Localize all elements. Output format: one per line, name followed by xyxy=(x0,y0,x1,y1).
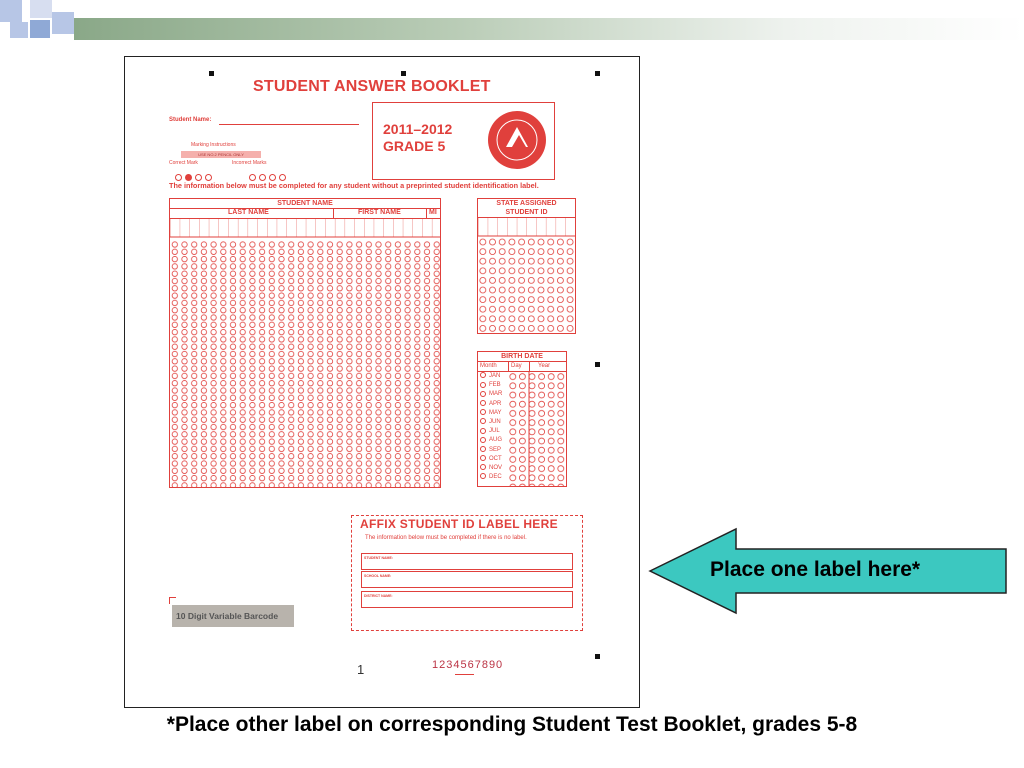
header-square xyxy=(30,20,50,38)
slide-caption: *Place other label on corresponding Student Test Booklet, grades 5-8 xyxy=(166,713,858,736)
registration-mark xyxy=(401,71,406,76)
last-name-header: LAST NAME xyxy=(228,209,269,216)
registration-mark xyxy=(595,654,600,659)
month-item xyxy=(480,409,502,418)
registration-mark xyxy=(595,362,600,367)
student-id-subtitle: STUDENT ID xyxy=(478,208,575,218)
month-bubble xyxy=(480,391,486,397)
incorrect-marks-label: Incorrect Marks xyxy=(232,160,267,166)
header-square xyxy=(30,0,52,18)
barcode-corner-mark xyxy=(169,597,176,604)
month-bubble xyxy=(480,464,486,470)
month-bubble xyxy=(480,446,486,452)
header-square xyxy=(52,12,74,34)
month-header: Month xyxy=(480,363,497,369)
month-list xyxy=(480,372,502,482)
serial-number: 1234567890 xyxy=(432,659,504,671)
header-gradient-bar xyxy=(74,18,1024,40)
month-bubble xyxy=(480,400,486,406)
month-label: SEP xyxy=(489,446,502,453)
month-item xyxy=(480,464,502,473)
day-year-bubbles xyxy=(508,372,566,486)
month-item xyxy=(480,427,502,436)
info-instruction: The information below must be completed for any student without a preprinted student identification label. xyxy=(169,181,539,190)
booklet-title: STUDENT ANSWER BOOKLET xyxy=(253,78,491,95)
student-name-grid xyxy=(169,198,441,488)
month-label: FEB xyxy=(489,382,501,389)
day-header: Day xyxy=(511,363,522,369)
month-item xyxy=(480,400,502,409)
year-label: 2011–2012 xyxy=(383,121,453,137)
month-item xyxy=(480,390,502,399)
month-bubble xyxy=(480,437,486,443)
month-bubble xyxy=(480,428,486,434)
month-item xyxy=(480,446,502,455)
month-label: NOV xyxy=(489,464,503,471)
student-name-bubble-grid xyxy=(170,219,440,488)
month-item xyxy=(480,381,502,390)
month-bubble xyxy=(480,473,486,479)
student-name-line xyxy=(219,124,359,125)
marking-instructions: Marking Instructions xyxy=(191,142,236,148)
month-label: OCT xyxy=(489,455,502,462)
grade-label: GRADE 5 xyxy=(383,138,446,154)
month-label: DEC xyxy=(489,474,502,481)
barcode-label: 10 Digit Variable Barcode xyxy=(172,605,294,627)
first-name-header: FIRST NAME xyxy=(358,209,401,216)
answer-booklet-image xyxy=(124,56,640,708)
month-label: JUL xyxy=(489,428,500,435)
mi-header: MI xyxy=(429,209,437,216)
birth-date-title: BIRTH DATE xyxy=(478,352,566,362)
affix-title: AFFIX STUDENT ID LABEL HERE xyxy=(360,517,558,531)
registration-mark xyxy=(209,71,214,76)
month-bubble xyxy=(480,418,486,424)
district-name-field: DISTRICT NAME: xyxy=(361,591,573,608)
month-item xyxy=(480,372,502,381)
month-item xyxy=(480,455,502,464)
month-label: MAR xyxy=(489,391,503,398)
student-name-label: Student Name: xyxy=(169,117,212,123)
month-item xyxy=(480,473,502,482)
page-number: 1 xyxy=(357,662,365,677)
student-id-title: STATE ASSIGNED xyxy=(496,200,557,207)
month-label: MAY xyxy=(489,409,502,416)
registration-mark xyxy=(595,71,600,76)
month-bubble xyxy=(480,455,486,461)
month-label: JAN xyxy=(489,373,501,379)
month-label: APR xyxy=(489,400,502,407)
header-square xyxy=(0,0,22,22)
month-bubble xyxy=(480,372,486,378)
month-bubble xyxy=(480,409,486,415)
student-id-grid xyxy=(477,198,576,334)
student-name-grid-title: STUDENT NAME xyxy=(170,199,440,209)
marking-bar: USE NO.2 PENCIL ONLY xyxy=(181,151,261,158)
slide-header-decoration xyxy=(0,0,1024,40)
correct-mark-label: Correct Mark xyxy=(169,160,198,166)
callout-text: Place one label here* xyxy=(710,558,921,581)
affix-subtitle: The information below must be completed if there is no label. xyxy=(365,535,527,541)
month-label: AUG xyxy=(489,437,503,444)
serial-underline xyxy=(455,674,474,675)
month-bubble xyxy=(480,382,486,388)
month-label: JUN xyxy=(489,418,501,425)
year-header: Year xyxy=(538,363,551,369)
student-name-field: STUDENT NAME: xyxy=(361,553,573,570)
birth-date-grid xyxy=(477,351,567,487)
student-id-bubble-grid xyxy=(478,218,575,334)
school-name-field: SCHOOL NAME: xyxy=(361,571,573,588)
header-square xyxy=(10,22,28,38)
grade-box xyxy=(372,102,555,180)
month-item xyxy=(480,418,502,427)
month-item xyxy=(480,436,502,445)
state-seal-icon xyxy=(486,107,548,173)
